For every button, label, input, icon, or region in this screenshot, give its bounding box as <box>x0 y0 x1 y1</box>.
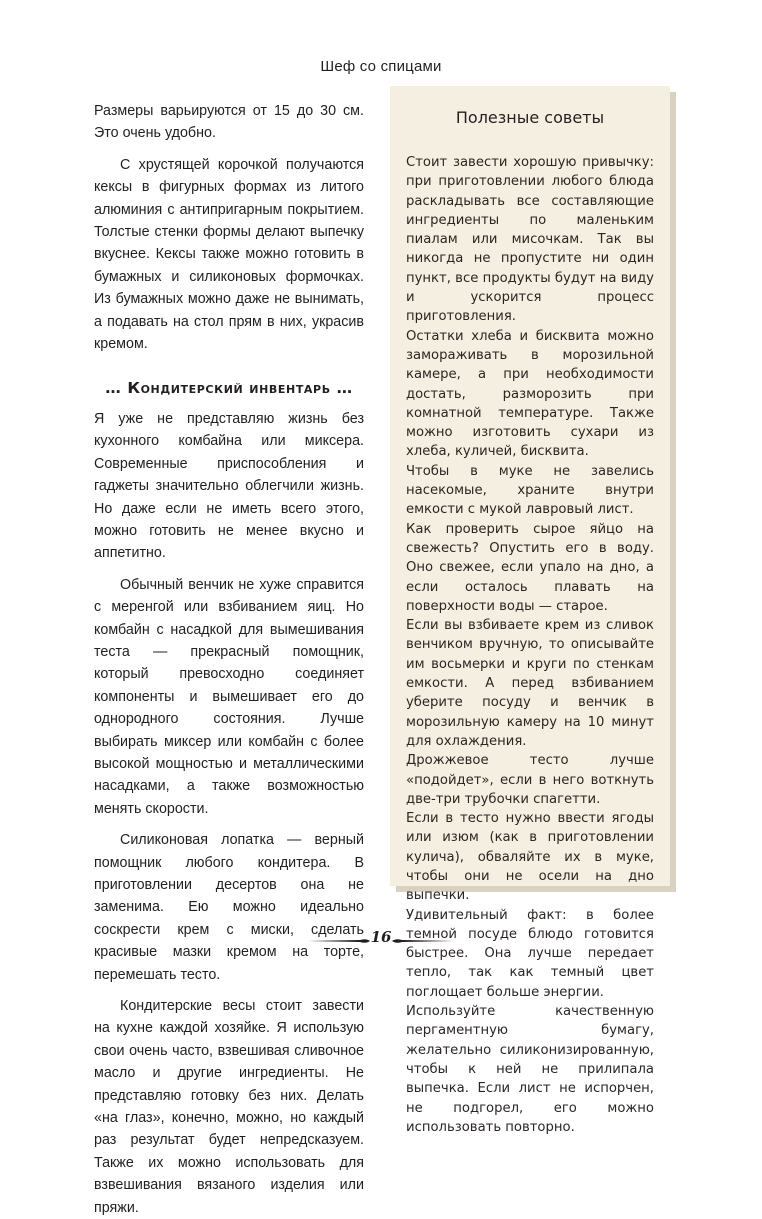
paragraph: Я уже не представляю жизнь без кухонного комбайна или миксера. Современные приспособления и гаджеты значительно облегчили жизнь. Но даже если не иметь всего этого, можно готовить не менее вкусно и аппетитно. <box>94 410 364 562</box>
tip-item: Чтобы в муке не завелись насекомые, храните внутри емкости с мукой лавровый лист. <box>406 463 654 518</box>
tip-item: Удивительный факт: в более темной посуде блюдо готовится быстрее. Она лучше передает тепло, так как темный цвет поглощает больше энергии. <box>406 907 654 1000</box>
tip-item: Остатки хлеба и бисквита можно замораживать в морозильной камере, а при необходимости достать, разморозить при комнатной температуре. Также можно изготовить сухари из хлеба, куличей, бисквита. <box>406 328 654 460</box>
tip-item: Если в тесто нужно ввести ягоды или изюм (как в приготовлении кулича), обваляйте их в муке, чтобы они не осели на дно выпечки. <box>406 811 654 904</box>
running-title: Шеф со спицами <box>320 58 442 75</box>
paragraph: С хрустящей корочкой получаются кексы в фигурных формах из литого алюминия с антипригарным покрытием. Толстые стенки формы делают выпечку вкуснее. Кексы также можно готовить в бумажных и силиконовых формочках. Из бумажных можно даже не вынимать, а подавать на стол прям в них, украсив кремом. <box>94 156 364 353</box>
tip-item: Как проверить сырое яйцо на свежесть? Опустить его в воду. Оно свежее, если упало на дно, а если осталось плавать на поверхности воды — старое. <box>406 521 654 614</box>
page-footer <box>0 928 762 952</box>
paragraph: Размеры варьируются от 15 до 30 см. Это очень удобно. <box>94 103 364 142</box>
tips-sidebar <box>390 86 670 1135</box>
paragraph: Кондитерские весы стоит завести на кухне каждой хозяйке. Я использую свои очень часто, взвешивая сливочное масло и другие ингредиенты. Не представляю готовку без них. Делать «на глаз», конечно, можно, но каждый раз результат будет непредсказуем. Также их можно использовать для взвешивания вязаного изделия или пряжи. <box>94 998 364 1216</box>
main-text-column <box>94 100 364 1219</box>
section-heading: … Кондитерский инвентарь … <box>105 379 353 398</box>
page-number: 16 <box>370 928 392 946</box>
tip-item: Если вы взбиваете крем из сливок венчиком вручную, то описывайте им восьмерки и круги по стенкам емкости. А перед взбиванием уберите посуду и венчик в морозильную камеру на 10 минут для охлаждения. <box>406 618 654 749</box>
paragraph: Силиконовая лопатка — верный помощник любого кондитера. В приготовлении десертов она не заменима. Ею можно идеально соскрести крем с миски, сделать красивые мазки кремом на торте, перемешать тесто. <box>94 832 364 983</box>
tip-item: Дрожжевое тесто лучше «подойдет», если в него воткнуть две-три трубочки спагетти. <box>406 753 654 807</box>
tips-title: Полезные советы <box>455 108 605 127</box>
tip-item: Стоит завести хорошую привычку: при приготовлении любого блюда раскладывать все составляющие ингредиенты по маленьким пиалам или мисочкам. Так вы никогда не пропустите ни один пункт, все продукты будут на виду и ускорится процесс приготовления. <box>406 155 654 325</box>
paragraph: Обычный венчик не хуже справится с меренгой или взбиванием яиц. Но комбайн с насадкой для вымешивания теста — прекрасный помощник, который превосходно соединяет компоненты и вымешивает его до однородного состояния. Лучше выбирать миксер или комбайн с более высокой мощностью и металлическими насадками, а также возможностью менять скорости. <box>94 576 364 817</box>
tip-item: Используйте качественную пергаментную бумагу, желательно силиконизированную, чтобы к ней не прилипала выпечка. Если лист не испорчен, не подгорел, его можно использовать повторно. <box>406 1004 654 1135</box>
right-flourish-icon <box>392 936 454 946</box>
tips-list <box>390 153 670 1137</box>
